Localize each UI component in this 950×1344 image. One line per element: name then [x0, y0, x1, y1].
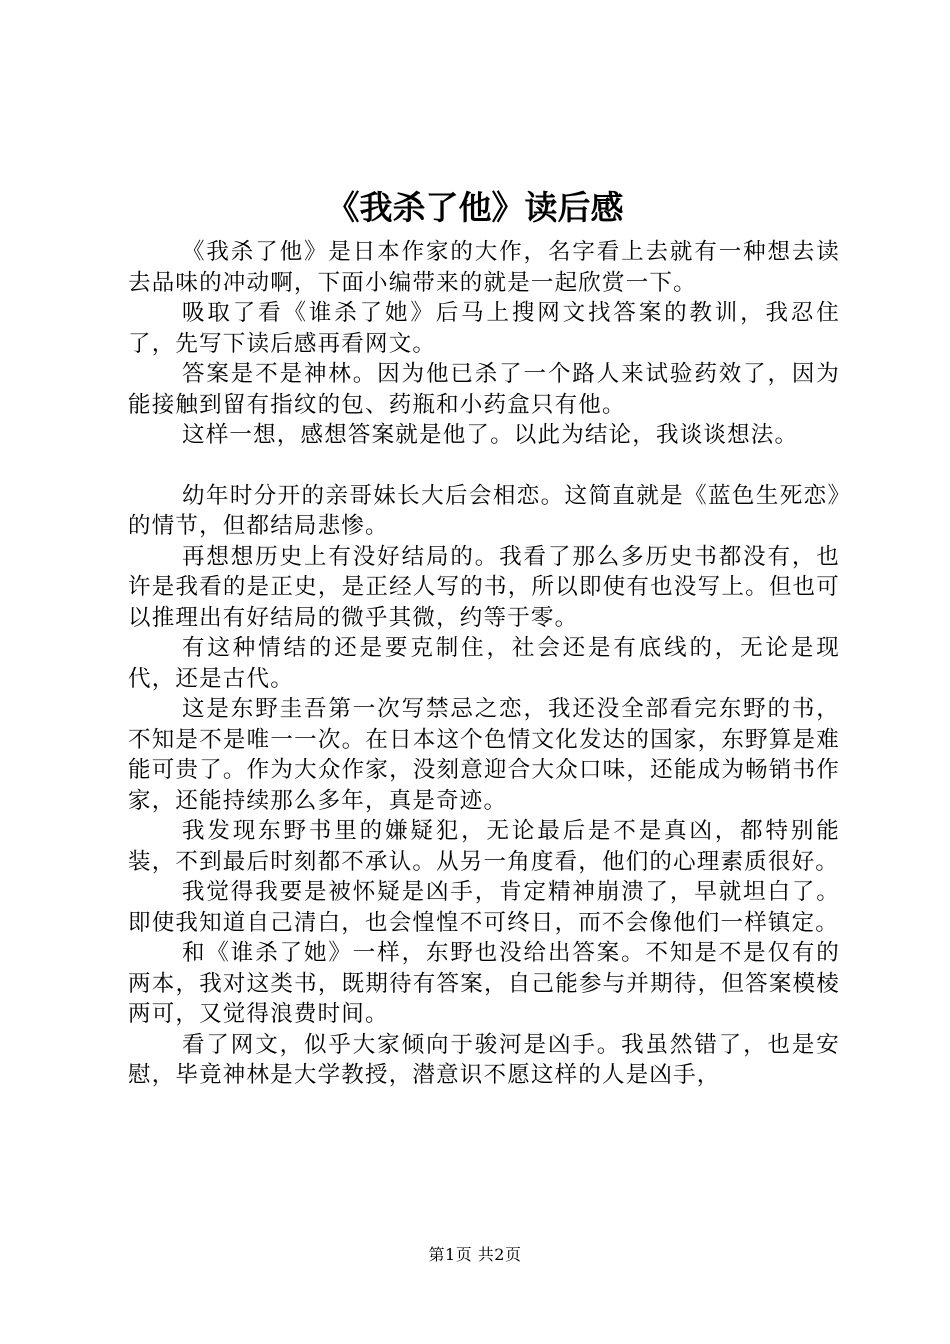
document-body [128, 237, 840, 1091]
paragraph: 我发现东野书里的嫌疑犯，无论最后是不是真凶，都特别能装，不到最后时刻都不承认。从另一角度看，他们的心理素质很好。 [128, 818, 840, 875]
paragraph: 《我杀了他》是日本作家的大作，名字看上去就有一种想去读去品味的冲动啊，下面小编带来的就是一起欣赏一下。 [128, 239, 840, 296]
paragraph: 吸取了看《谁杀了她》后马上搜网文找答案的教训，我忍住了，先写下读后感再看网文。 [128, 300, 840, 357]
paragraph: 看了网文，似乎大家倾向于骏河是凶手。我虽然错了，也是安慰，毕竟神林是大学教授，潜意识不愿这样的人是凶手， [128, 1031, 840, 1088]
paragraph: 再想想历史上有没好结局的。我看了那么多历史书都没有，也许是我看的是正史，是正经人写的书，所以即使有也没写上。但也可以推理出有好结局的微乎其微，约等于零。 [128, 543, 840, 631]
paragraph: 有这种情结的还是要克制住，社会还是有底线的，无论是现代，还是古代。 [128, 635, 840, 692]
paragraph: 这是东野圭吾第一次写禁忌之恋，我还没全部看完东野的书，不知是不是唯一一次。在日本这个色情文化发达的国家，东野算是难能可贵了。作为大众作家，没刻意迎合大众口味，还能成为畅销书作家，还能持续那么多年，真是奇迹。 [128, 696, 840, 814]
paragraph: 我觉得我要是被怀疑是凶手，肯定精神崩溃了，早就坦白了。即使我知道自己清白，也会惶惶不可终日，而不会像他们一样镇定。 [128, 879, 840, 936]
page-footer: 第1页 共2页 [428, 1245, 522, 1264]
paragraph: 答案是不是神林。因为他已杀了一个路人来试验药效了，因为能接触到留有指纹的包、药瓶和小药盒只有他。 [128, 361, 840, 418]
paragraph: 幼年时分开的亲哥妹长大后会相恋。这简直就是《蓝色生死恋》的情节，但都结局悲惨。 [128, 482, 840, 539]
paragraph: 这样一想，感想答案就是他了。以此为结论，我谈谈想法。 [182, 422, 799, 448]
paragraph: 和《谁杀了她》一样，东野也没给出答案。不知是不是仅有的两本，我对这类书，既期待有答案，自己能参与并期待，但答案模棱两可，又觉得浪费时间。 [128, 940, 840, 1027]
document-title: 《我杀了他》读后感 [326, 188, 624, 227]
